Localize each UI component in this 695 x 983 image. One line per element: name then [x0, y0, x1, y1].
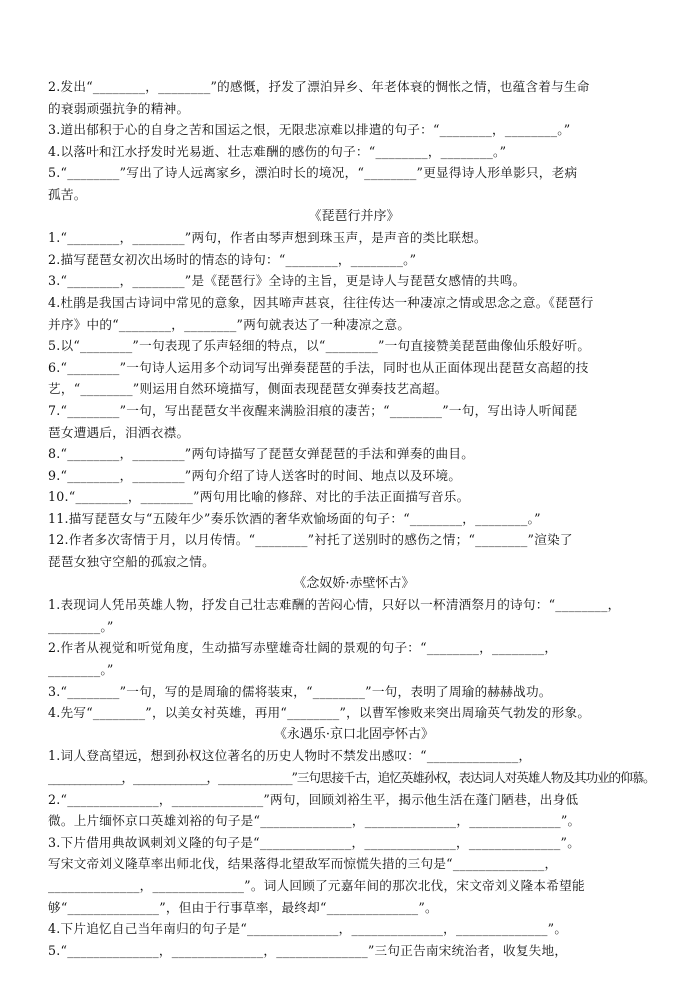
text-line: 3.“________，________”是《琵琶行》全诗的主旨，更是诗人与琵琶女感情的共鸣。	[48, 273, 526, 289]
text-line: 7.“________”一句，写出琵琶女半夜醒来满脸泪痕的凄苦；“________”一句，写出诗人听闻琵	[48, 402, 578, 418]
text-line: 8.“________，________”两句诗描写了琵琶女弹琵琶的手法和弹奏的曲目。	[48, 446, 475, 462]
text-line: 5.“______________，______________，______________”三句正告南宋统治者，收复失地，	[48, 942, 568, 958]
text-line: 12.作者多次寄情于月，以月传情。“________”衬托了送别时的感伤之情；“________”渲染了	[48, 532, 573, 548]
text-line: 3.下片借用典故讽刺刘义隆的句子是“______________，______________，______________”。	[48, 834, 581, 850]
text-line: 并序》中的“________，________”两句就表达了一种凄凉之意。	[48, 316, 411, 332]
text-line: 1.词人登高望远，想到孙权这位著名的历史人物时不禁发出感叹：“______________，	[48, 748, 532, 764]
text-line: ______________，______________”。词人回顾了元嘉年间的那次北伐，宋文帝刘义隆本希望能	[48, 877, 585, 893]
text-line: 艺，“________”则运用自然环境描写，侧面表现琵琶女弹奏技艺高超。	[48, 381, 448, 397]
text-line: 3.“________”一句，写的是周瑜的儒将装束，“________”一句，表明了周瑜的赫赫战功。	[48, 683, 552, 699]
text-line: 11.描写琵琶女与“五陵年少”奏乐饮酒的奢华欢愉场面的句子：“________，________。”	[48, 510, 541, 526]
text-line: 琵琶女独守空船的孤寂之情。	[48, 554, 215, 570]
text-line: 孤苦。	[48, 186, 87, 202]
text-line: 1.“________，________”两句，作者由琴声想到珠玉声，是声音的类比联想。	[48, 230, 487, 246]
text-line: 5.“________”写出了诗人远离家乡，漂泊时长的境况，“________”更显得诗人形单影只，老病	[48, 165, 578, 181]
text-line: 4.杜鹃是我国古诗词中常见的意象，因其啼声甚哀，往往传达一种凄凉之情或思念之意。《琵琶行	[48, 294, 594, 310]
text-line: ________。”	[48, 618, 114, 634]
text-line: 3.道出郁积于心的自身之苦和国运之恨，无限悲凉难以排遣的句子：“________，________。”	[48, 122, 571, 138]
text-line: 琶女遭遇后，泪洒衣襟。	[48, 424, 190, 440]
text-line: 4.先写“________”，以美女衬英雄，再用“________”，以曹军惨败来突出周瑜英气勃发的形象。	[48, 705, 591, 721]
text-line: 6.“________”一句诗人运用多个动词写出弹奏琵琶的手法，同时也从正面体现出琵琶女高超的技	[48, 359, 589, 375]
text-line: 9.“________，________”两句介绍了诗人送客时的时间、地点以及环境。	[48, 467, 462, 483]
text-line: 1.表现词人凭吊英雄人物，抒发自己壮志难酬的苦闷心情，只好以一杯清酒祭月的诗句：“________，	[48, 597, 621, 613]
text-line: 2.“______________，______________”两句，回顾刘裕生平，揭示他生活在蓬门陋巷，出身低	[48, 791, 579, 807]
text-line: 2.发出“________，________”的感慨，抒发了漂泊异乡、年老体衰的惆怅之情，也蕴含着与生命	[48, 79, 590, 94]
text-line: 10.“________，________”两句用比喻的修辞、对比的手法正面描写音乐。	[48, 489, 470, 505]
text-line: 的衰弱顽强抗争的精神。	[48, 100, 190, 116]
text-line: 2.作者从视觉和听觉角度，生动描写赤壁雄奇壮阔的景观的句子：“________，________，	[48, 640, 558, 656]
text-line: ______________，______________，______________”三句思接千古，追忆英雄孙权，表达词人对英雄人物及其功业的仰慕。	[48, 770, 655, 785]
text-line: 够“______________”，但由于行事草率，最终却“______________”。	[48, 899, 438, 915]
text-line: 微。上片缅怀京口英雄刘裕的句子是“______________，______________，______________”。	[48, 813, 581, 829]
text-line: 4.下片追忆自己当年南归的句子是“______________，______________，______________”。	[48, 921, 568, 937]
text-line: 2.描写琵琶女初次出场时的情态的诗句：“________，________。”	[48, 251, 417, 267]
text-line: ________。”	[48, 662, 114, 678]
section-title-pipa: 《琵琶行并序》	[308, 208, 400, 224]
text-line: 写宋文帝刘义隆草率出师北伐，结果落得北望敌军而惊慌失措的三句是“______________，	[48, 856, 558, 872]
text-line: 5.以“________”一句表现了乐声轻细的特点，以“________”一句直接赞美琵琶曲像仙乐般好听。	[48, 338, 591, 354]
text-line: 4.以落叶和江水抒发时光易逝、壮志难酬的感伤的句子：“________，________。”	[48, 143, 507, 159]
section-title-niannujiao: 《念奴娇·赤壁怀古》	[293, 575, 415, 591]
section-title-yongyule: 《永遇乐·京口北固亭怀古》	[273, 726, 435, 742]
document-page	[48, 76, 660, 961]
